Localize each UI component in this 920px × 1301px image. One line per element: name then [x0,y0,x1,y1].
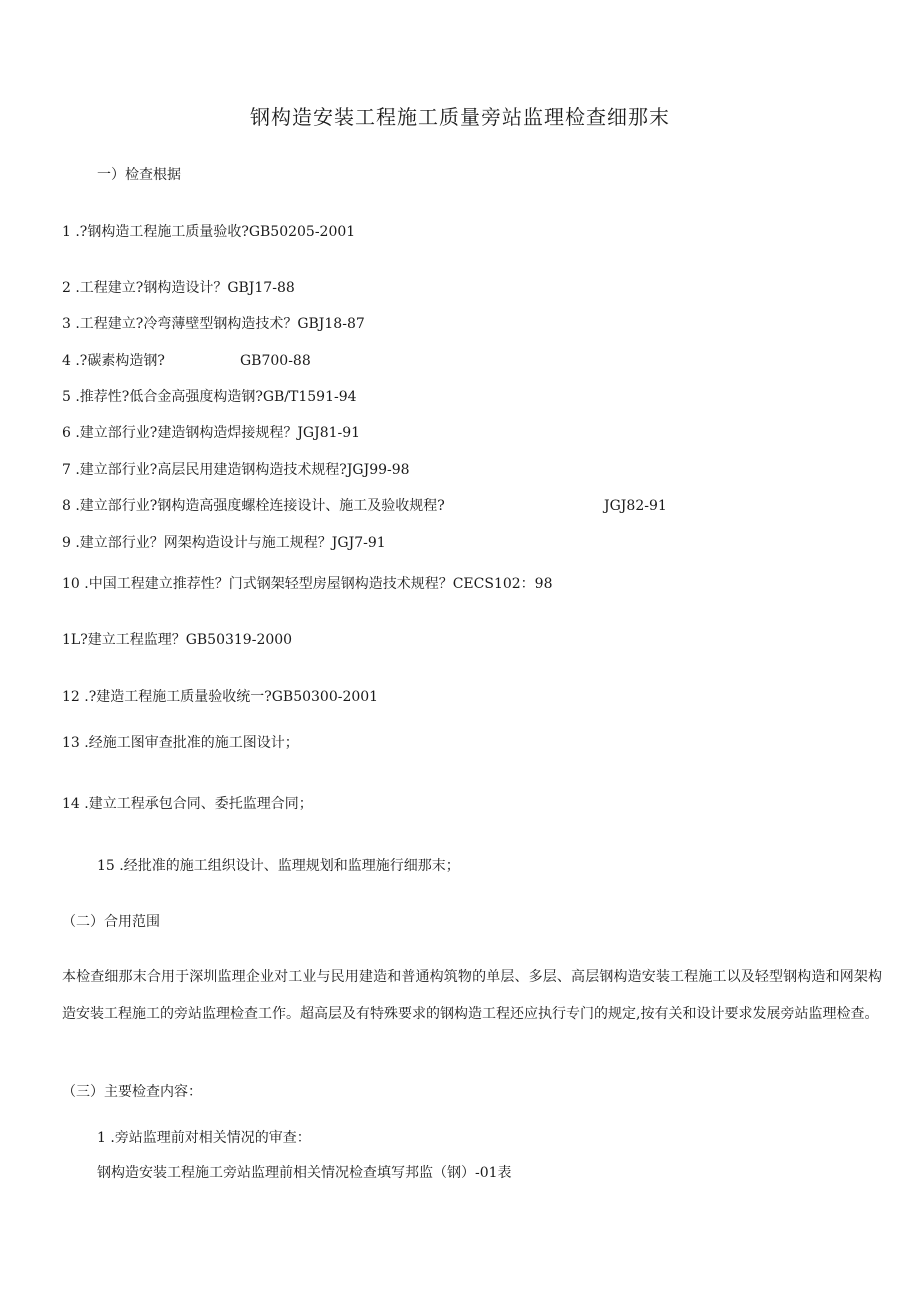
basis-item-8-code: JGJ82-91 [604,498,667,514]
scope-paragraph: 本检查细那末合用于深圳监理企业对工业与民用建造和普通构筑物的单层、多层、高层钢构造安装工程施工以及轻型钢构造和网架构造安装工程施工的旁站监理检查工作。超高层及有特殊要求的钢构造工程还应执行专门的规定,按有关和设计要求发展旁站监理检查。 [62,969,882,1022]
basis-item-1: 1 .?钢构造工程施工质量验收?GB50205-2001 [62,224,356,240]
basis-item-4: 4 .?碳素构造钢? [62,353,165,369]
section-heading-scope: （二）合用范围 [62,914,160,930]
basis-item-14: 14 .建立工程承包合同、委托监理合同； [62,796,313,812]
basis-item-5: 5 .推荐性?低合金高强度构造钢?GB/T1591-94 [62,389,357,405]
basis-item-10: 10 .中国工程建立推荐性？门式钢架轻型房屋钢构造技术规程？CECS102：98 [62,576,553,592]
content-subitem-1-note: 钢构造安装工程施工旁站监理前相关情况检查填写邦监（钢）-01表 [97,1165,512,1181]
basis-item-2: 2 .工程建立?钢构造设计？GBJ17-88 [62,280,295,296]
basis-item-13: 13 .经施工图审查批准的施工图设计； [62,735,299,751]
basis-item-7: 7 .建立部行业?高层民用建造钢构造技术规程?JGJ99-98 [62,462,410,478]
section-heading-basis: 一）检查根据 [97,167,181,183]
basis-item-6: 6 .建立部行业?建造钢构造焊接规程？JGJ81-91 [62,425,361,441]
page-title: 钢构造安装工程施工质量旁站监理检查细那末 [250,105,670,129]
basis-item-9: 9 .建立部行业？网架构造设计与施工规程？JGJ7-91 [62,535,386,551]
section-heading-content: （三）主要检查内容： [62,1084,202,1100]
basis-item-3: 3 .工程建立?冷弯薄壁型钢构造技术？GBJ18-87 [62,316,365,332]
basis-item-15: 15 .经批准的施工组织设计、监理规划和监理施行细那末； [97,858,460,874]
basis-item-11: 1L?建立工程监理？GB50319-2000 [62,632,293,648]
basis-item-4-code: GB700-88 [240,353,311,369]
basis-item-8: 8 .建立部行业?钢构造高强度螺栓连接设计、施工及验收规程? [62,498,445,514]
content-subitem-1: 1 .旁站监理前对相关情况的审查： [97,1130,311,1146]
basis-item-12: 12 .?建造工程施工质量验收统一?GB50300-2001 [62,689,379,705]
